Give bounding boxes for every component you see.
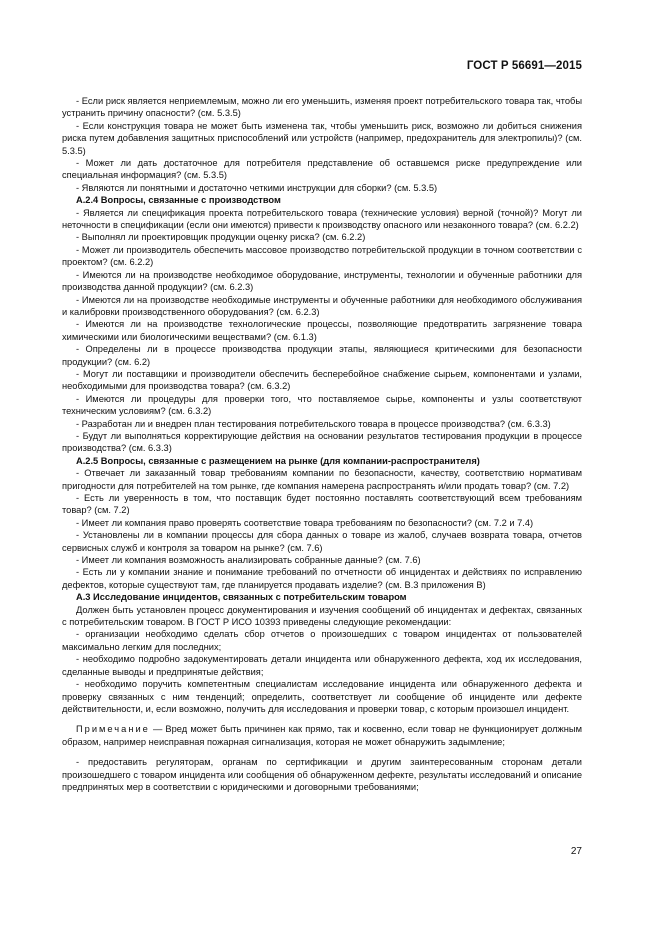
paragraph: - Выполнял ли проектировщик продукции оценку риска? (см. 6.2.2): [76, 232, 366, 243]
paragraph-list-tail: [62, 756, 582, 793]
paragraph: - Определены ли в процессе производства продукции этапы, являющиеся критическими для безопасности продукции? (см. 6.2): [62, 344, 582, 367]
section-heading: А.2.5 Вопросы, связанные с размещением на рынке (для компании-распространителя): [76, 455, 480, 466]
paragraph: - необходимо поручить компетентным специалистам исследование инцидента или обнаруженного дефекта и проверку связанных с ним тенденций; определить, соответствует ли сообщение об инциденте или дефекте действительности, и, если возможно, получить для исследования и проверки товар, с которым произошел инцидент.: [62, 679, 582, 714]
paragraph: - Есть ли у компании знание и понимание требований по отчетности об инцидентах и действиях по исправлению дефектов, которые существуют там, где планируется продавать изделие? (см. В.3 приложения В): [62, 567, 582, 590]
document-body: [62, 95, 582, 793]
paragraph: - Является ли спецификация проекта потребительского товара (технические условия) верной (точной)? Могут ли неточности в спецификации (если они имеются) привести к производству опасного или незаконного товара? (см. 6.2.2): [62, 207, 582, 231]
paragraph: - Разработан ли и внедрен план тестирования потребительского товара в процессе производства? (см. 6.3.3): [76, 418, 551, 429]
paragraph: - Установлены ли в компании процессы для сбора данных о товаре из жалоб, случаев возврата товара, отчетов сервисных служб и контроля за товаром на рынке? (см. 7.6): [62, 530, 582, 553]
paragraph: - Есть ли уверенность в том, что поставщик будет постоянно поставлять соответствующий всем требованиям товар? (см. 7.2): [62, 493, 582, 516]
paragraph: - организации необходимо сделать сбор отчетов о произошедших с товаром инцидентах от пользователей максимально легким для последних;: [62, 629, 582, 652]
section-heading: А.3 Исследование инцидентов, связанных с потребительским товаром: [76, 592, 407, 603]
paragraph: - Являются ли понятными и достаточно четкими инструкции для сборки? (см. 5.3.5): [76, 182, 438, 193]
document-id: ГОСТ Р 56691—2015: [466, 60, 582, 72]
paragraph: - Может ли производитель обеспечить массовое производство потребительской продукции в точном соответствии с проектом? (см. 6.2.2): [62, 244, 582, 268]
paragraph: - Имеются ли процедуры для проверки того, что поставляемое сырье, компоненты и узлы соответствуют техническим условиям? (см. 6.3.2): [62, 393, 582, 417]
section-heading: А.2.4 Вопросы, связанные с производством: [76, 195, 281, 206]
paragraph: - предоставить регуляторам, органам по сертификации и другим заинтересованным сторонам детали произошедшего с товаром инцидента или сообщения об обнаруженном дефекте, результаты исследований и описание предпринятых мер в соответствии с юридическими и договорными требованиями;: [62, 757, 582, 792]
paragraph: - Если конструкция товара не может быть изменена так, чтобы уменьшить риск, возможно ли добиться снижения риска путем добавления защитных приспособлений или устройств (например, предохранитель для электропилы)? (см. 5.3.5): [62, 120, 582, 156]
paragraph: - Имеются ли на производстве необходимое оборудование, инструменты, технологии и обученные работники для производства данной продукции? (см. 6.2.3): [62, 269, 582, 293]
paragraph: - Могут ли поставщики и производители обеспечить бесперебойное снабжение сырьем, компонентами и узлами, необходимыми для производства товара? (см. 6.3.2): [62, 368, 582, 392]
note-dash: —: [152, 724, 163, 735]
note-label: Примечание: [76, 724, 150, 735]
note-paragraph: [62, 723, 582, 748]
paragraph: - Имеет ли компания право проверять соответствие товара требованиям по безопасности? (см. 7.2 и 7.4): [76, 517, 534, 528]
paragraph: - Отвечает ли заказанный товар требованиям компании по безопасности, качеству, соответствию нормативам пригодности для потребителей на том рынке, где компания намерена распространять и/или продать товар? (см. 7.2): [62, 468, 582, 491]
paragraph: - Имеются ли на производстве технологические процессы, позволяющие предотвратить загрязнение товара химическими или биологическими веществами? (см. 6.1.3): [62, 319, 582, 342]
paragraph: - Может ли дать достаточное для потребителя представление об оставшемся риске предупреждение или специальная информация? (см. 5.3.5): [62, 158, 582, 181]
paragraph: Должен быть установлен процесс документирования и изучения сообщений об инцидентах и дефектах, связанных с потребительским товаром. В ГОСТ Р ИСО 10393 приведены следующие рекомендации:: [62, 604, 582, 628]
paragraph: - Если риск является неприемлемым, можно ли его уменьшить, изменяя проект потребительского товара так, чтобы устранить причину опасности? (см. 5.3.5): [62, 96, 582, 119]
paragraph: - Будут ли выполняться корректирующие действия на основании результатов тестирования продукции в процессе производства? (см. 6.3.3): [62, 430, 582, 454]
paragraph: - Имеются ли на производстве необходимые инструменты и обученные работники для необходимого обслуживания и калибровки производственного оборудования? (см. 6.2.3): [62, 294, 582, 317]
paragraph-list: [62, 95, 582, 715]
note-text: Вред может быть причинен как прямо, так и косвенно, если товар не функционирует должным образом, например неисправная пожарная сигнализация, которая не может обнаружить задымление;: [62, 724, 582, 747]
paragraph: - Имеет ли компания возможность анализировать собранные данные? (см. 7.6): [76, 555, 421, 566]
page-number: 27: [570, 846, 582, 857]
paragraph: - необходимо подробно задокументировать детали инцидента или обнаруженного дефекта, ход их исследования, сделанные выводы и предпринятые действия;: [62, 654, 582, 677]
